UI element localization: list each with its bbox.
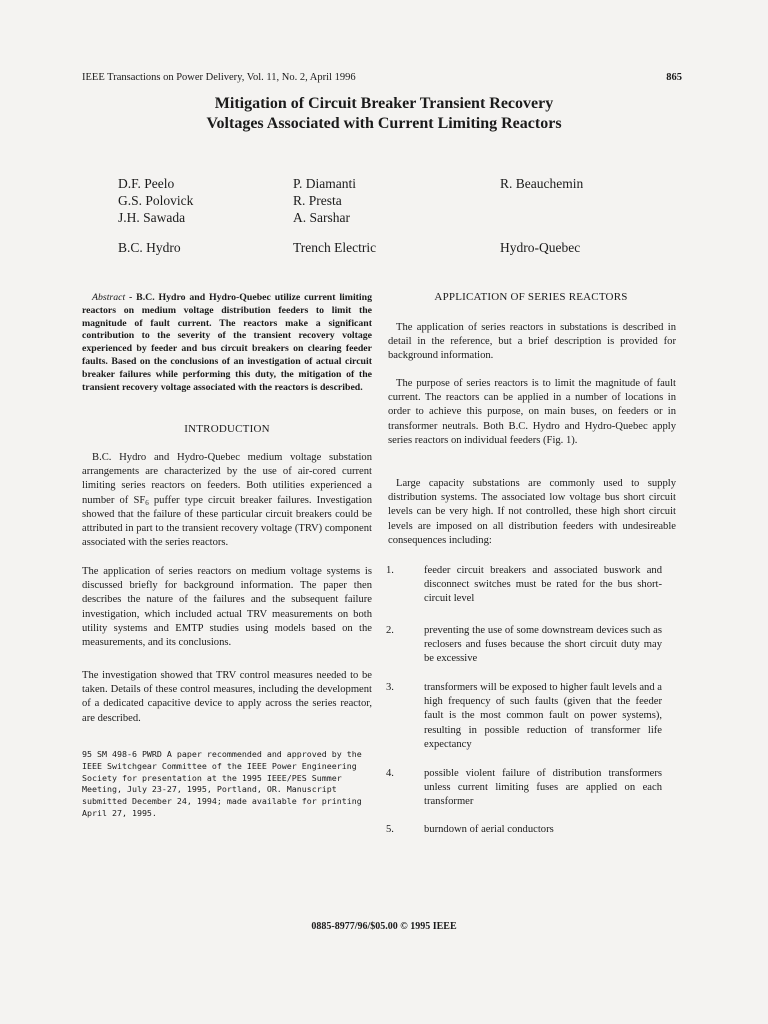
- intro-p1-text-cont: puffer type circuit breaker failures. Investigation showed that the failure of these particular circuit breakers could be attributed in part to the transient recovery voltage (TRV) component associated with the series reactors.: [82, 494, 372, 549]
- author-group-3: [500, 175, 583, 192]
- author-name: D.F. Peelo: [118, 176, 175, 191]
- journal-citation: IEEE Transactions on Power Delivery, Vol. 11, No. 2, April 1996: [82, 72, 356, 83]
- abstract: [82, 292, 372, 394]
- list-number: 3.: [386, 682, 394, 693]
- author-name: A. Sarshar: [293, 210, 350, 225]
- title-line-1: Mitigation of Circuit Breaker Transient Recovery: [214, 95, 554, 112]
- list-number: 1.: [386, 565, 394, 576]
- title-line-2: Voltages Associated with Current Limiting Reactors: [206, 115, 562, 132]
- author-group-2: [293, 175, 356, 226]
- author-name: R. Presta: [293, 193, 342, 208]
- abstract-text: B.C. Hydro and Hydro-Quebec utilize current limiting reactors on medium voltage distribution feeders to limit the magnitude of fault current. The reactors make a significant contribution to the severity of the transient recovery voltage experienced by feeder and bus circuit breakers on clearing feeder faults. Based on the conclusions of an investigation of actual circuit breaker failures while performing this duty, the mitigation of the transient recovery voltage associated with the reactors is described.: [82, 292, 372, 393]
- list-item: [386, 681, 676, 753]
- application-paragraph-2: The purpose of series reactors is to limit the magnitude of fault current. The reactors can be applied in a number of locations in order to achieve this purpose, on main buses, on feeders or in transformer neutrals. Both B.C. Hydro and Hydro-Quebec apply series reactors on individual feeders (Fig. 1).: [388, 378, 676, 446]
- list-text: possible violent failure of distribution transformers unless current limiting fuses are applied on each transformer: [424, 768, 662, 808]
- list-number: 4.: [386, 768, 394, 779]
- intro-paragraph-2: The application of series reactors on medium voltage systems is discussed briefly for background information. The paper then describes the nature of the failures and the subsequent failure investigation, which included actual TRV measurements on both utility systems and EMTP studies using models based on the measurements, and its conclusions.: [82, 566, 372, 649]
- list-item: [386, 767, 676, 812]
- running-header: [82, 72, 682, 83]
- author-name: R. Beauchemin: [500, 176, 584, 191]
- affiliation-bc-hydro: B.C. Hydro: [118, 240, 181, 255]
- application-paragraph-3: Large capacity substations are commonly used to supply distribution systems. The associated low voltage bus short circuit levels can be very high. If not controlled, these high short circuit levels are imposed on all distribution feeders with undesireable consequences including:: [388, 478, 676, 546]
- affiliation-trench-electric: Trench Electric: [293, 240, 377, 255]
- intro-paragraph-3: The investigation showed that TRV control measures needed to be taken. Details of these control measures, including the development of a dedicated capacitive device to apply across the series reactor, are described.: [82, 670, 372, 724]
- abstract-dash: -: [125, 292, 137, 303]
- manuscript-footnote: 95 SM 498-6 PWRD A paper recommended and approved by the IEEE Switchgear Committee of the IEEE Power Engineering Society for presentation at the 1995 IEEE/PES Summer Meeting, July 23-27, 1995, Portland, OR. Manuscript submitted December 24, 1994; made available for printing April 27, 1995.: [82, 749, 362, 818]
- page-number: 865: [666, 72, 682, 83]
- list-text: transformers will be exposed to higher fault levels and a high frequency of such faults (given that the feeder fault is the most common fault on power systems), resulting in possible reduction of transformer life expectancy: [424, 682, 662, 750]
- paper-title: [100, 94, 668, 134]
- intro-p1-text: B.C. Hydro and Hydro-Quebec medium voltage substation arrangements are characterized by the use of air-cored current limiting series reactors on feeders. Both utilities experienced a number of SF: [82, 452, 372, 506]
- author-name: G.S. Polovick: [118, 193, 194, 208]
- section-heading-application: APPLICATION OF SERIES REACTORS: [434, 291, 628, 303]
- copyright-footer: 0885-8977/96/$05.00 © 1995 IEEE: [311, 921, 457, 932]
- affiliation-hydro-quebec: Hydro-Quebec: [500, 240, 581, 255]
- list-item: [386, 823, 676, 841]
- list-text: preventing the use of some downstream devices such as reclosers and fuses because the short circuit duty may be excessive: [424, 625, 662, 665]
- section-heading-introduction: INTRODUCTION: [184, 423, 270, 435]
- list-item: [386, 564, 676, 609]
- list-text: burndown of aerial conductors: [424, 824, 554, 835]
- intro-paragraph-1: [82, 451, 372, 550]
- list-number: 2.: [386, 625, 394, 636]
- list-number: 5.: [386, 824, 394, 835]
- author-group-1: [118, 175, 193, 226]
- list-item: [386, 624, 676, 669]
- application-paragraph-1: The application of series reactors in substations is described in detail in the reference, but a brief description is provided for background information.: [388, 322, 676, 362]
- abstract-label: Abstract: [92, 292, 126, 303]
- author-name: J.H. Sawada: [118, 210, 186, 225]
- author-name: P. Diamanti: [293, 176, 356, 191]
- sf6-subscript: 6: [145, 498, 149, 507]
- list-text: feeder circuit breakers and associated buswork and disconnect switches must be rated for the bus short-circuit level: [424, 565, 662, 605]
